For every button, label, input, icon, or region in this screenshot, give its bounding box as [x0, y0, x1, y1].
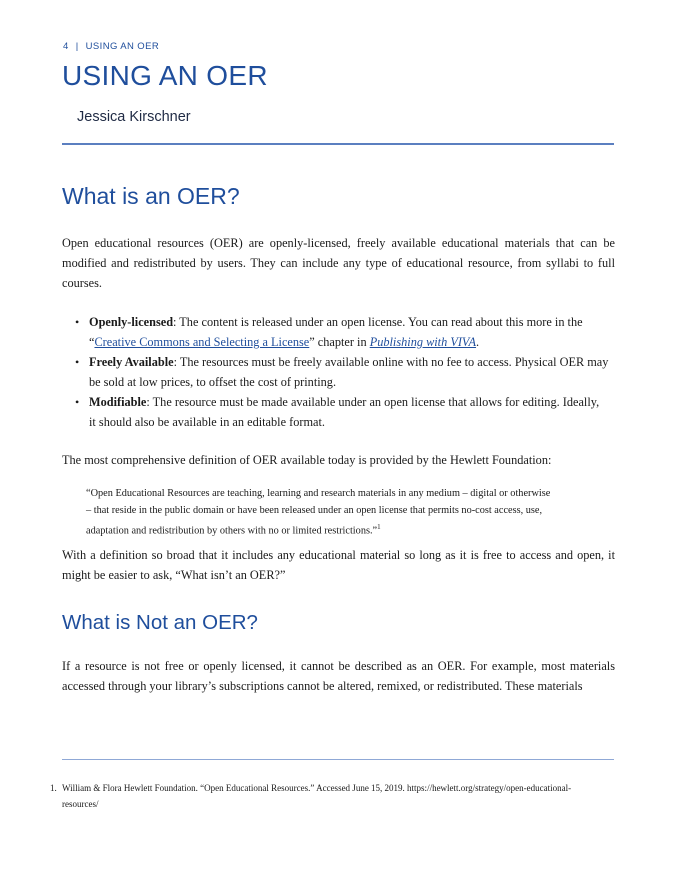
running-head	[63, 41, 159, 52]
chapter-author: Jessica Kirschner	[77, 109, 191, 125]
not-oer-line: accessed through your library’s subscriptions cannot be altered, remixed, or redistributed. These materials	[62, 679, 583, 693]
closing-paragraph	[62, 545, 615, 585]
criterion-text: it should also be available in an editable format.	[89, 415, 325, 429]
not-oer-paragraph	[62, 656, 615, 696]
footnote-divider	[62, 759, 614, 760]
closing-line: With a definition so broad that it includes any educational material so long as it is free to access and open, it	[62, 548, 615, 562]
not-oer-line: If a resource is not free or openly licensed, it cannot be described as an OER. For example, most materials	[62, 659, 615, 673]
criterion-text: : The content is released under an open license. You can read about this more in the	[173, 315, 583, 329]
list-item	[62, 312, 615, 352]
oer-criteria-list	[62, 312, 615, 432]
quote-line: – that reside in the public domain or have been released under an open license that permits no-cost access, use,	[86, 505, 543, 516]
bullet-icon: •	[75, 355, 80, 369]
running-head-separator: |	[75, 41, 79, 52]
criterion-text: ” chapter in	[309, 335, 370, 349]
bullet-icon: •	[75, 395, 80, 409]
intro-paragraph	[62, 233, 615, 293]
publishing-with-viva-link[interactable]: Publishing with VIVA	[369, 335, 477, 349]
title-divider	[62, 143, 614, 145]
page-number: 4	[63, 41, 69, 52]
list-item	[62, 352, 615, 392]
hewlett-quote	[86, 485, 596, 539]
intro-line: Open educational resources (OER) are openly-licensed, freely available educational materials that can be	[62, 236, 615, 250]
creative-commons-link[interactable]: Creative Commons and Selecting a License	[94, 335, 310, 349]
chapter-title: USING AN OER	[62, 60, 268, 91]
footnote	[50, 780, 614, 812]
quote-line: adaptation and redistribution by others with no or limited restrictions.”	[86, 525, 378, 537]
criterion-term: Freely Available	[89, 355, 174, 369]
footnote-line: resources/	[62, 799, 99, 809]
definition-intro: The most comprehensive definition of OER available today is provided by the Hewlett Foundation:	[62, 453, 552, 467]
footnote-text: William & Flora Hewlett Foundation. “Open Educational Resources.” Accessed June 15, 2019. https://hewlett.org/strategy/open-educational-	[62, 783, 572, 793]
section-heading-what-is-oer: What is an OER?	[62, 183, 240, 209]
criterion-text: : The resources must be freely available online with no fee to access. Physical OER may	[173, 355, 609, 369]
criterion-text: : The resource must be made available under an open license that allows for editing. Ideally,	[146, 395, 600, 409]
quote-line: “Open Educational Resources are teaching, learning and research materials in any medium – digital or otherwise	[86, 488, 551, 499]
criterion-term: Modifiable	[89, 395, 147, 409]
criterion-text: .	[476, 335, 480, 349]
criterion-term: Openly-licensed	[89, 315, 174, 329]
list-item	[62, 392, 615, 432]
section-heading-what-is-not-oer: What is Not an OER?	[62, 611, 258, 634]
intro-line: courses.	[62, 276, 102, 290]
footnote-line	[50, 780, 614, 796]
bullet-icon: •	[75, 315, 80, 329]
footnote-number: 1.	[50, 783, 57, 793]
criterion-text: be sold at low prices, to offset the cost of printing.	[89, 375, 337, 389]
quote-mark: “	[89, 335, 95, 349]
footnote-ref[interactable]: 1	[377, 523, 381, 531]
running-title: USING AN OER	[85, 41, 160, 52]
closing-line: might be easier to ask, “What isn’t an OER?”	[62, 568, 286, 582]
intro-line: modified and redistributed by users. They can include any type of educational resource, from syllabi to full	[62, 256, 615, 270]
